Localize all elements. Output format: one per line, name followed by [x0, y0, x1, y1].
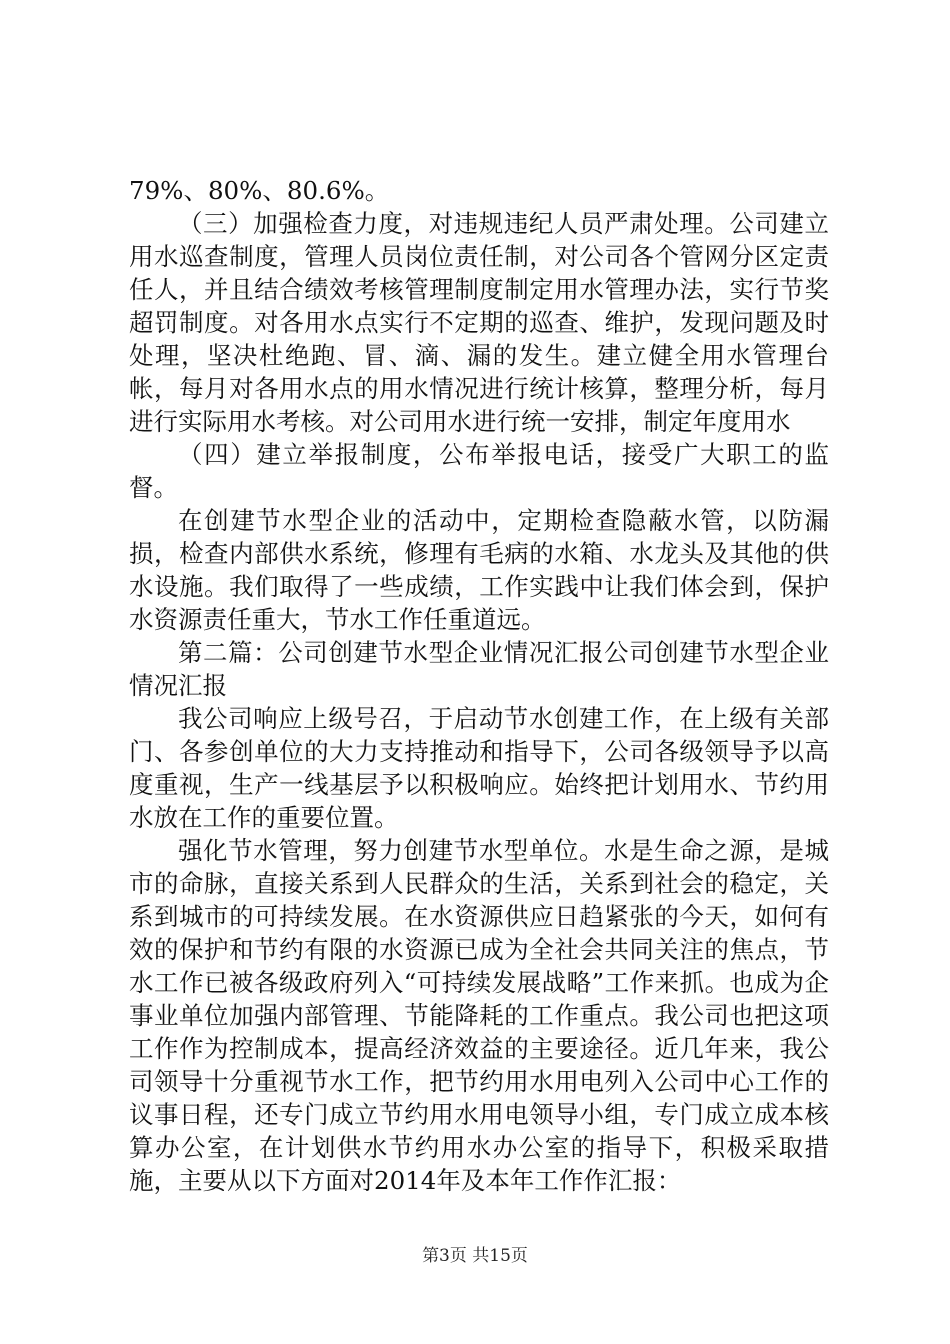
paragraph-response: 我公司响应上级号召，于启动节水创建工作，在上级有关部门、各参创单位的大力支持推动和指导下，公司各级领导予以高度重视，生产一线基层予以积极响应。始终把计划用水、节约用水放在工作的重要位置。: [129, 704, 829, 832]
document-body: [129, 174, 829, 1197]
paragraph-section-three: （三）加强检查力度，对违规违纪人员严肃处理。公司建立用水巡查制度，管理人员岗位责任制，对公司各个管网分区定责任人，并且结合绩效考核管理制度制定用水管理办法，实行节奖超罚制度。对各用水点实行不定期的巡查、维护，发现问题及时处理，坚决杜绝跑、冒、滴、漏的发生。建立健全用水管理台帐，每月对各用水点的用水情况进行统计核算，整理分析，每月进行实际用水考核。对公司用水进行统一安排，制定年度用水: [129, 209, 829, 436]
page-number-footer: 第3页 共15页: [422, 1246, 528, 1266]
paragraph-part-two-heading: 第二篇：公司创建节水型企业情况汇报公司创建节水型企业情况汇报: [129, 638, 829, 700]
paragraph-section-four: （四）建立举报制度，公布举报电话，接受广大职工的监督。: [129, 440, 829, 502]
paragraph-water-management: 强化节水管理，努力创建节水型单位。水是生命之源，是城市的命脉，直接关系到人民群众的生活，关系到社会的稳定，关系到城市的可持续发展。在水资源供应日趋紧张的今天，如何有效的保护和节约有限的水资源已成为全社会共同关注的焦点，节水工作已被各级政府列入“可持续发展战略”工作来抓。也成为企事业单位加强内部管理、节能降耗的工作重点。我公司也把这项工作作为控制成本，提高经济效益的主要途径。近几年来，我公司领导十分重视节水工作，把节约用水用电列入公司中心工作的议事日程，还专门成立节约用水用电领导小组，专门成立成本核算办公室，在计划供水节约用水办公室的指导下，积极采取措施，主要从以下方面对2014年及本年工作作汇报：: [129, 836, 829, 1195]
paragraph-conclusion: 在创建节水型企业的活动中，定期检查隐蔽水管，以防漏损，检查内部供水系统，修理有毛病的水箱、水龙头及其他的供水设施。我们取得了一些成绩，工作实践中让我们体会到，保护水资源责任重大，节水工作任重道远。: [129, 506, 829, 634]
paragraph-continuation: 79%、80%、80.6%。: [129, 176, 390, 205]
